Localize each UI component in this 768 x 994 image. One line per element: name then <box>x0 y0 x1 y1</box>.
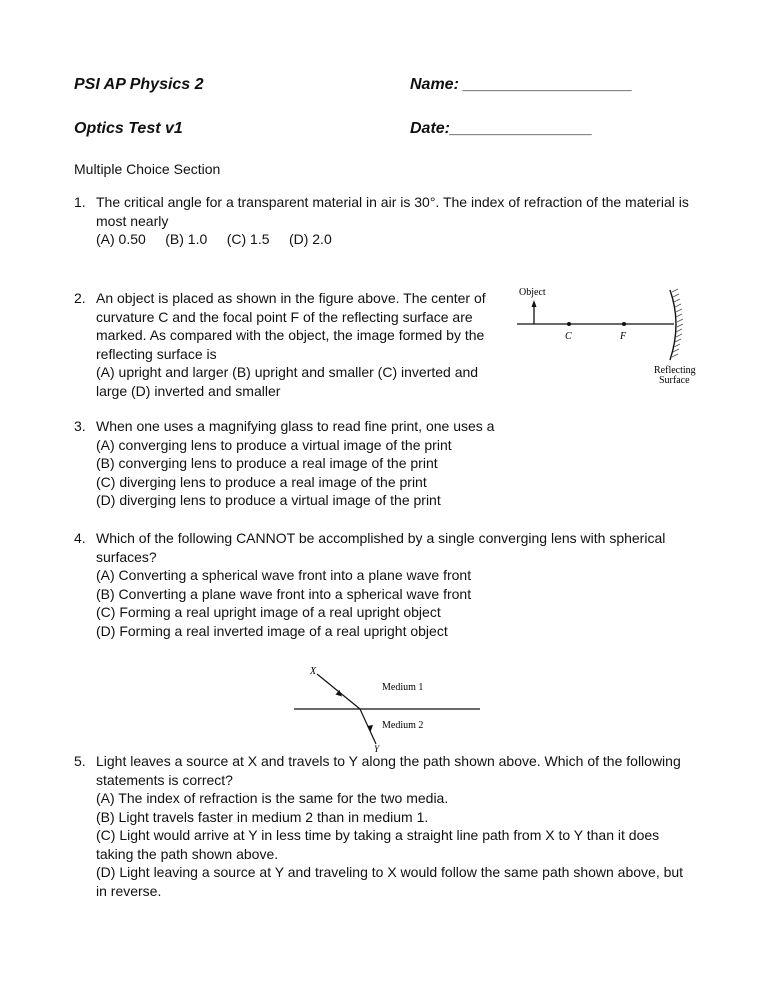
choice-a: (A) The index of refraction is the same for the two media. <box>96 790 449 806</box>
choice-c: (C) diverging lens to produce a real image of the print <box>96 473 427 490</box>
choice-c: (C) Light would arrive at Y in less time by taking a straight line path from X to Y than it does taking the path shown above. <box>96 827 660 862</box>
question-number: 2. <box>74 290 86 306</box>
course-title: PSI AP Physics 2 <box>74 76 204 93</box>
object-label: Object <box>519 287 546 298</box>
date-field-label: Date:________________ <box>410 120 593 137</box>
question-number: 4. <box>74 530 86 546</box>
surface-label-1: Reflecting <box>654 365 696 376</box>
choice-d: (D) diverging lens to produce a virtual image of the print <box>96 492 441 508</box>
test-title: Optics Test v1 <box>74 120 183 137</box>
question-number: 1. <box>74 194 86 210</box>
question-2 <box>74 289 494 400</box>
f-label: F <box>620 331 627 342</box>
refraction-figure <box>292 662 482 754</box>
choice-d: (D) Forming a real inverted image of a real upright object <box>96 622 448 639</box>
question-stem: When one uses a magnifying glass to read fine print, one uses a <box>96 418 495 434</box>
medium-1-label: Medium 1 <box>382 682 424 693</box>
question-4 <box>74 529 694 640</box>
section-title: Multiple Choice Section <box>74 161 221 177</box>
choice-c: (C) Forming a real upright image of a real upright object <box>96 604 441 620</box>
choice-d: (D) Light leaving a source at Y and traveling to X would follow the same path shown above, but in reverse. <box>96 864 684 899</box>
question-choices: (A) upright and larger (B) upright and smaller (C) inverted and large (D) inverted and smaller <box>96 364 479 399</box>
choice-a: (A) Converting a spherical wave front into a plane wave front <box>96 567 472 583</box>
name-field-label: Name: ___________________ <box>410 76 633 93</box>
reflecting-surface <box>670 290 676 360</box>
f-point <box>622 322 626 326</box>
y-label: Y <box>374 744 380 754</box>
question-stem: Which of the following CANNOT be accomplished by a single converging lens with spherical surfaces? <box>96 530 666 565</box>
choice-b: (B) Light travels faster in medium 2 than in medium 1. <box>96 808 429 825</box>
question-number: 3. <box>74 418 86 434</box>
object-arrowhead <box>532 300 537 307</box>
question-choices: (A) 0.50 (B) 1.0 (C) 1.5 (D) 2.0 <box>96 231 332 247</box>
question-number: 5. <box>74 753 86 769</box>
choice-b: (B) Converting a plane wave front into a spherical wave front <box>96 585 472 602</box>
surface-label-2: Surface <box>659 375 690 386</box>
medium-2-label: Medium 2 <box>382 720 424 731</box>
question-stem: Light leaves a source at X and travels to Y along the path shown above. Which of the following statements is correct? <box>96 753 681 788</box>
c-label: C <box>565 331 572 342</box>
question-stem: An object is placed as shown in the figure above. The center of curvature C and the focal point F of the reflecting surface are marked. As compared with the object, the image formed by the reflecting surface is <box>96 290 486 362</box>
question-3 <box>74 417 694 510</box>
question-1 <box>74 193 694 249</box>
question-stem: The critical angle for a transparent material in air is 30°. The index of refraction of the material is most nearly <box>96 194 689 229</box>
c-point <box>567 322 571 326</box>
question-5 <box>74 752 694 900</box>
choice-a: (A) converging lens to produce a virtual image of the print <box>96 436 452 453</box>
x-label: X <box>310 666 317 677</box>
concave-mirror-figure <box>512 284 702 388</box>
refracted-arrowhead <box>367 725 373 732</box>
choice-b: (B) converging lens to produce a real image of the print <box>96 455 438 471</box>
